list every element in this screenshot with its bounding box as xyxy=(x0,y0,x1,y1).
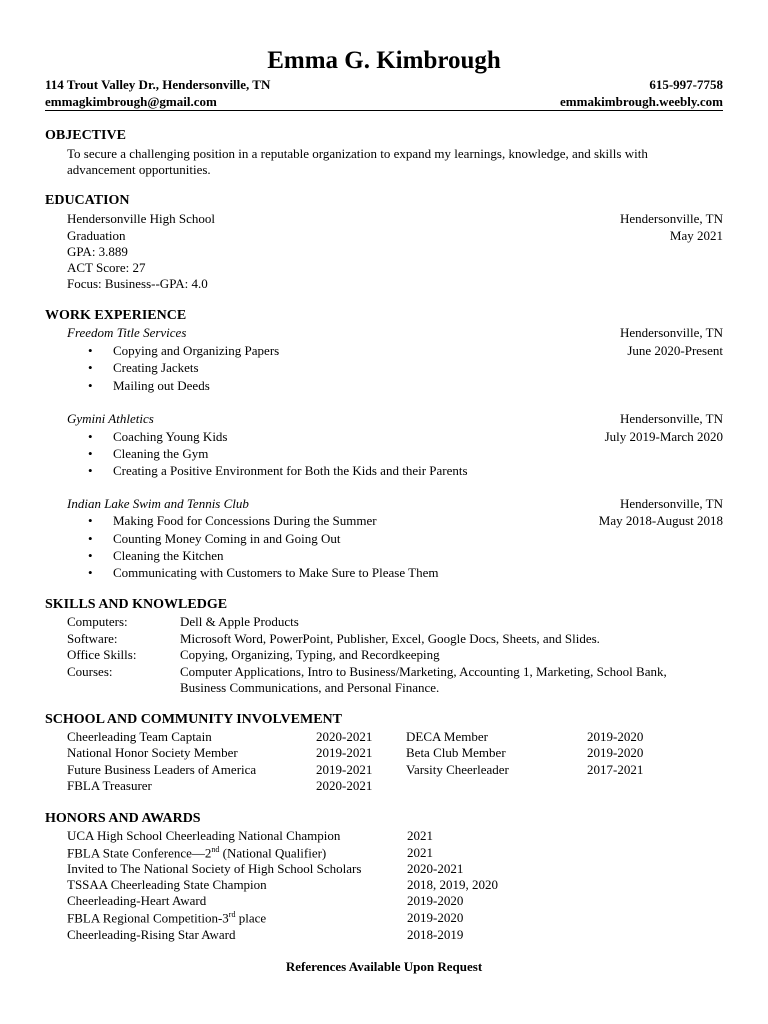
phone: 615-997-7758 xyxy=(649,77,723,92)
involvement-item: Beta Club Member xyxy=(406,745,506,760)
act-score: ACT Score: 27 xyxy=(67,260,146,275)
award-year: 2019-2020 xyxy=(407,893,464,908)
award-name: TSSAA Cheerleading State Champion xyxy=(67,877,267,892)
award-name: FBLA Regional Competition-3rd place xyxy=(67,910,267,926)
address: 114 Trout Valley Dr., Hendersonville, TN xyxy=(45,77,271,92)
award-year: 2018, 2019, 2020 xyxy=(407,877,498,892)
job-duty: Communicating with Customers to Make Sure to Please Them xyxy=(113,565,439,580)
skill-label: Office Skills: xyxy=(67,647,137,662)
job-employer: Indian Lake Swim and Tennis Club xyxy=(67,496,249,511)
bullet-icon: • xyxy=(88,513,93,528)
email: emmagkimbrough@gmail.com xyxy=(45,94,217,109)
graduation-label: Graduation xyxy=(67,228,126,243)
bullet-icon: • xyxy=(88,531,93,546)
job-dates: July 2019-March 2020 xyxy=(604,429,723,444)
job-duty: Creating a Positive Environment for Both the Kids and their Parents xyxy=(113,463,468,478)
bullet-icon: • xyxy=(88,446,93,461)
objective-text-line-2: advancement opportunities. xyxy=(67,162,211,177)
education-heading: EDUCATION xyxy=(45,193,130,208)
bullet-icon: • xyxy=(88,343,93,358)
bullet-icon: • xyxy=(88,463,93,478)
bullet-icon: • xyxy=(88,548,93,563)
bullet-icon: • xyxy=(88,378,93,393)
award-year: 2020-2021 xyxy=(407,861,464,876)
involvement-item: FBLA Treasurer xyxy=(67,778,152,793)
job-duty: Creating Jackets xyxy=(113,360,199,375)
skill-label: Courses: xyxy=(67,664,113,679)
involvement-years: 2019-2021 xyxy=(316,745,373,760)
website: emmakimbrough.weebly.com xyxy=(560,94,723,109)
job-duty: Mailing out Deeds xyxy=(113,378,210,393)
bullet-icon: • xyxy=(88,429,93,444)
skills-heading: SKILLS AND KNOWLEDGE xyxy=(45,597,228,612)
job-dates: June 2020-Present xyxy=(627,343,723,358)
award-year: 2021 xyxy=(407,828,433,843)
involvement-heading: SCHOOL AND COMMUNITY INVOLVEMENT xyxy=(45,712,342,727)
job-duty: Coaching Young Kids xyxy=(113,429,228,444)
objective-heading: OBJECTIVE xyxy=(45,128,126,143)
job-dates: May 2018-August 2018 xyxy=(598,513,723,528)
job-location: Hendersonville, TN xyxy=(619,496,723,511)
bullet-icon: • xyxy=(88,360,93,375)
school-location: Hendersonville, TN xyxy=(619,211,723,226)
involvement-item: DECA Member xyxy=(406,729,488,744)
job-duty: Cleaning the Kitchen xyxy=(113,548,224,563)
work-heading: WORK EXPERIENCE xyxy=(45,308,187,323)
job-duty: Cleaning the Gym xyxy=(113,446,209,461)
objective-text-line-1: To secure a challenging position in a reputable organization to expand my learnings, knowledge, and skills with xyxy=(67,146,648,161)
skill-value: Computer Applications, Intro to Business/Marketing, Accounting 1, Marketing, School Bank, xyxy=(180,664,667,679)
involvement-years: 2017-2021 xyxy=(587,762,644,777)
involvement-item: Future Business Leaders of America xyxy=(67,762,257,777)
bullet-icon: • xyxy=(88,565,93,580)
job-duty: Counting Money Coming in and Going Out xyxy=(113,531,341,546)
award-year: 2021 xyxy=(407,845,433,860)
involvement-item: Varsity Cheerleader xyxy=(406,762,509,777)
references-note: References Available Upon Request xyxy=(285,959,483,974)
involvement-years: 2019-2021 xyxy=(316,762,373,777)
award-name: UCA High School Cheerleading National Champion xyxy=(67,828,341,843)
school-name: Hendersonville High School xyxy=(67,211,216,226)
involvement-item: National Honor Society Member xyxy=(67,745,238,760)
job-location: Hendersonville, TN xyxy=(619,411,723,426)
skill-label: Computers: xyxy=(67,614,128,629)
involvement-item: Cheerleading Team Captain xyxy=(67,729,212,744)
job-location: Hendersonville, TN xyxy=(619,325,723,340)
focus: Focus: Business--GPA: 4.0 xyxy=(67,276,208,291)
involvement-years: 2019-2020 xyxy=(587,745,644,760)
award-name: Invited to The National Society of High School Scholars xyxy=(67,861,362,876)
job-duty: Making Food for Concessions During the Summer xyxy=(113,513,377,528)
graduation-date: May 2021 xyxy=(669,228,723,243)
award-name: Cheerleading-Rising Star Award xyxy=(67,927,236,942)
skill-label: Software: xyxy=(67,631,118,646)
skill-value: Copying, Organizing, Typing, and Recordkeeping xyxy=(180,647,440,662)
honors-heading: HONORS AND AWARDS xyxy=(45,811,201,826)
job-duty: Copying and Organizing Papers xyxy=(113,343,280,358)
award-name: FBLA State Conference—2nd (National Qualifier) xyxy=(67,845,327,861)
award-name: Cheerleading-Heart Award xyxy=(67,893,207,908)
resume-name: Emma G. Kimbrough xyxy=(267,47,501,74)
skill-value: Dell & Apple Products xyxy=(180,614,299,629)
resume-page xyxy=(45,0,723,1024)
job-employer: Gymini Athletics xyxy=(67,411,154,426)
award-year: 2018-2019 xyxy=(407,927,464,942)
skill-value: Microsoft Word, PowerPoint, Publisher, Excel, Google Docs, Sheets, and Slides. xyxy=(180,631,600,646)
involvement-years: 2020-2021 xyxy=(316,778,373,793)
award-year: 2019-2020 xyxy=(407,910,464,925)
involvement-years: 2019-2020 xyxy=(587,729,644,744)
involvement-years: 2020-2021 xyxy=(316,729,373,744)
gpa: GPA: 3.889 xyxy=(67,244,128,259)
header-divider xyxy=(45,110,723,111)
skill-value-continued: Business Communications, and Personal Finance. xyxy=(180,680,440,695)
job-employer: Freedom Title Services xyxy=(67,325,187,340)
